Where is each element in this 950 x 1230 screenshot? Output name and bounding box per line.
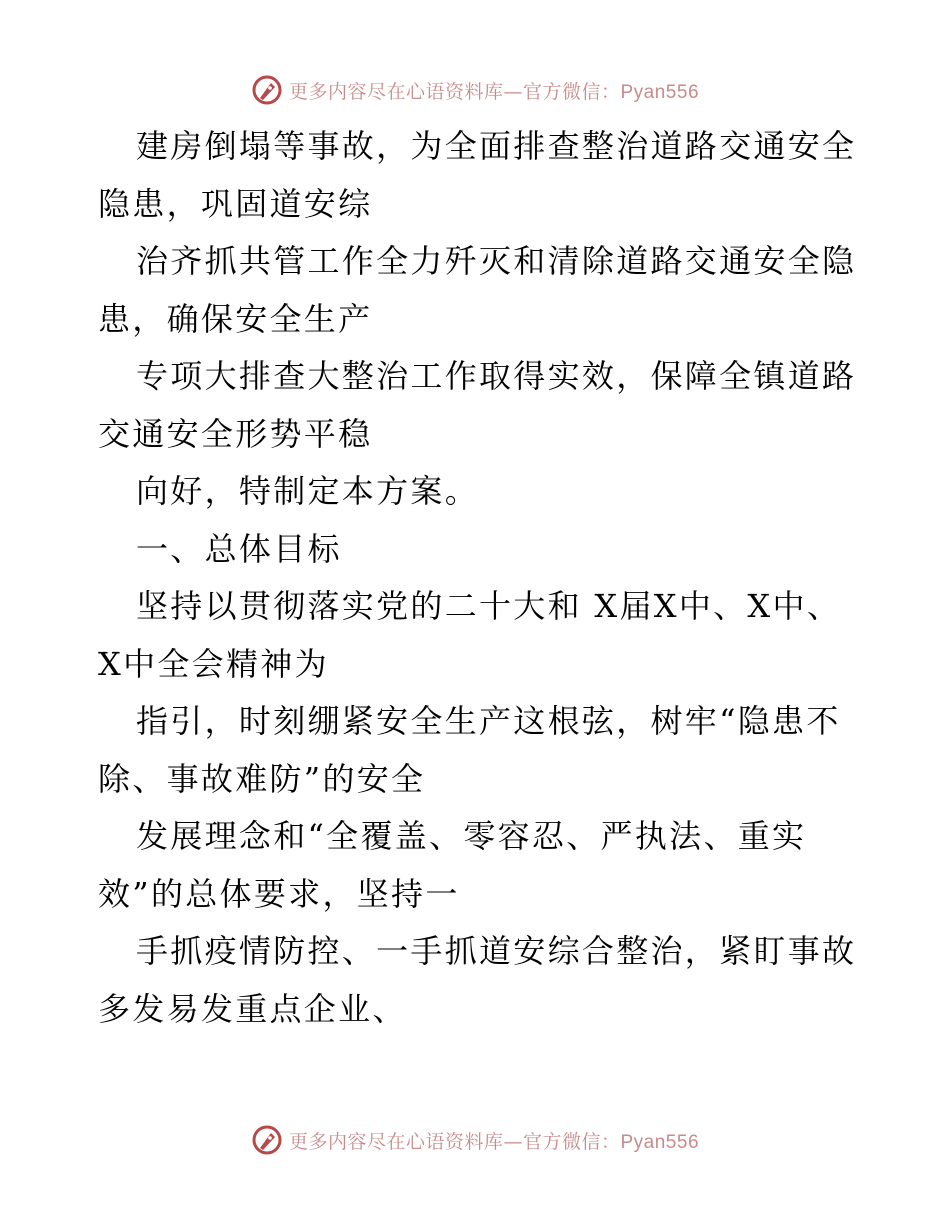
text-line: 专项大排查大整治工作取得实效，保障全镇道路	[136, 357, 857, 395]
text-line: 多发易发重点企业、	[98, 989, 407, 1028]
text-line: 效”的总体要求，坚持一	[98, 874, 460, 913]
document-body	[98, 118, 858, 1038]
header-watermark	[0, 70, 950, 110]
text-line: 隐患，巩固道安综	[98, 184, 373, 223]
watermark-text: 更多内容尽在心语资料库—官方微信：Pyan556	[288, 80, 700, 103]
pen-nib-circle-icon	[251, 1124, 283, 1156]
text-line: 指引，时刻绷紧安全生产这根弦，树牢“隐患不	[136, 702, 841, 740]
text-line: 建房倒塌等事故，为全面排查整治道路交通安全	[136, 127, 857, 165]
text-line: 坚持以贯彻落实党的二十大和 X届X中、X中、	[136, 587, 842, 625]
watermark-text: 更多内容尽在心语资料库—官方微信：Pyan556	[288, 1130, 700, 1153]
text-line: 交通安全形势平稳	[98, 414, 373, 453]
section-heading: 一、总体目标	[136, 529, 342, 568]
text-line: 治齐抓共管工作全力歼灭和清除道路交通安全隐	[136, 242, 857, 280]
text-line: 发展理念和“全覆盖、零容忍、严执法、重实	[136, 817, 807, 855]
text-line: 向好，特制定本方案。	[136, 472, 480, 510]
pen-nib-circle-icon	[251, 74, 283, 106]
text-line: 患，确保安全生产	[98, 299, 373, 338]
text-line: X中全会精神为	[98, 644, 329, 683]
text-line: 手抓疫情防控、一手抓道安综合整治，紧盯事故	[136, 932, 857, 970]
text-line: 除、事故难防”的安全	[98, 759, 426, 798]
footer-watermark	[0, 1120, 950, 1160]
